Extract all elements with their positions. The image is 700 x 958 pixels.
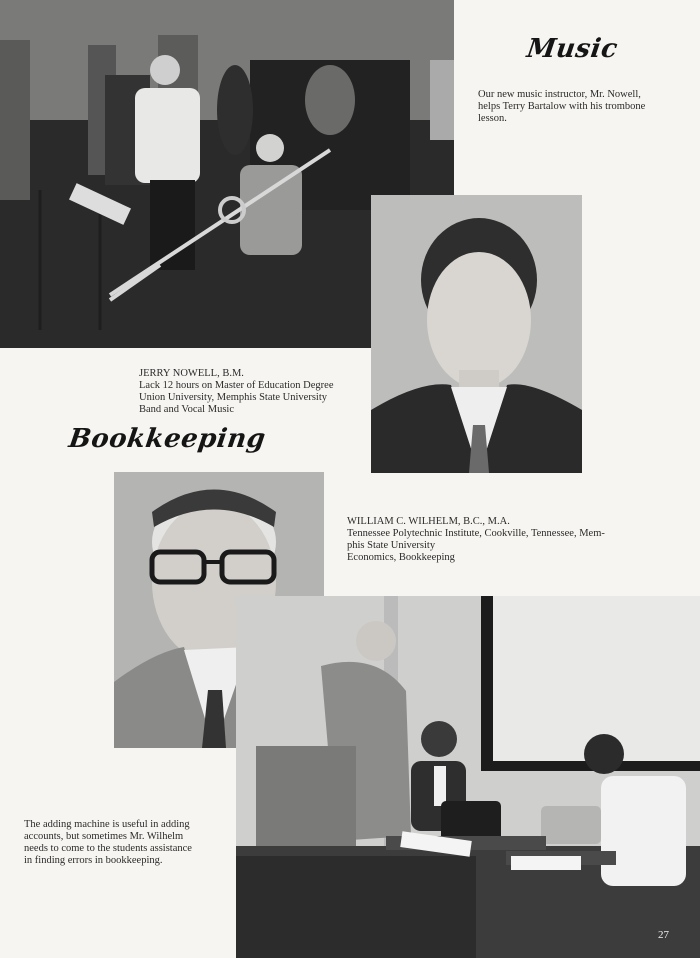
- music-photo-caption: [478, 89, 690, 125]
- caption-line: needs to come to the students assistance: [24, 843, 192, 854]
- faculty-detail: phis State University: [347, 540, 436, 551]
- faculty-name: JERRY NOWELL, B.M.: [139, 368, 244, 379]
- caption-line: The adding machine is useful in adding: [24, 819, 190, 830]
- faculty-detail: Lack 12 hours on Master of Education Degree: [139, 380, 334, 391]
- page-number: 27: [658, 929, 669, 941]
- caption-line: lesson.: [478, 113, 507, 124]
- faculty-detail: Economics, Bookkeeping: [347, 552, 455, 563]
- bookkeeping-class-photo: [236, 596, 700, 958]
- faculty-detail: Band and Vocal Music: [139, 404, 234, 415]
- bookkeeping-photo-caption: [24, 819, 229, 867]
- faculty-detail: Tennessee Polytechnic Institute, Cookville, Tennessee, Mem-: [347, 528, 605, 539]
- wilhelm-faculty-info: [347, 516, 647, 564]
- caption-line: accounts, but sometimes Mr. Wilhelm: [24, 831, 184, 842]
- caption-line: in finding errors in bookkeeping.: [24, 855, 163, 866]
- faculty-name: WILLIAM C. WILHELM, B.C., M.A.: [347, 516, 510, 527]
- nowell-faculty-info: [139, 368, 369, 416]
- nowell-portrait: [371, 195, 582, 473]
- caption-line: Our new music instructor, Mr. Nowell,: [478, 89, 641, 100]
- music-heading: Music: [524, 34, 620, 64]
- caption-line: helps Terry Bartalow with his trombone: [478, 101, 646, 112]
- bookkeeping-heading: Bookkeeping: [66, 424, 268, 454]
- faculty-detail: Union University, Memphis State University: [139, 392, 328, 403]
